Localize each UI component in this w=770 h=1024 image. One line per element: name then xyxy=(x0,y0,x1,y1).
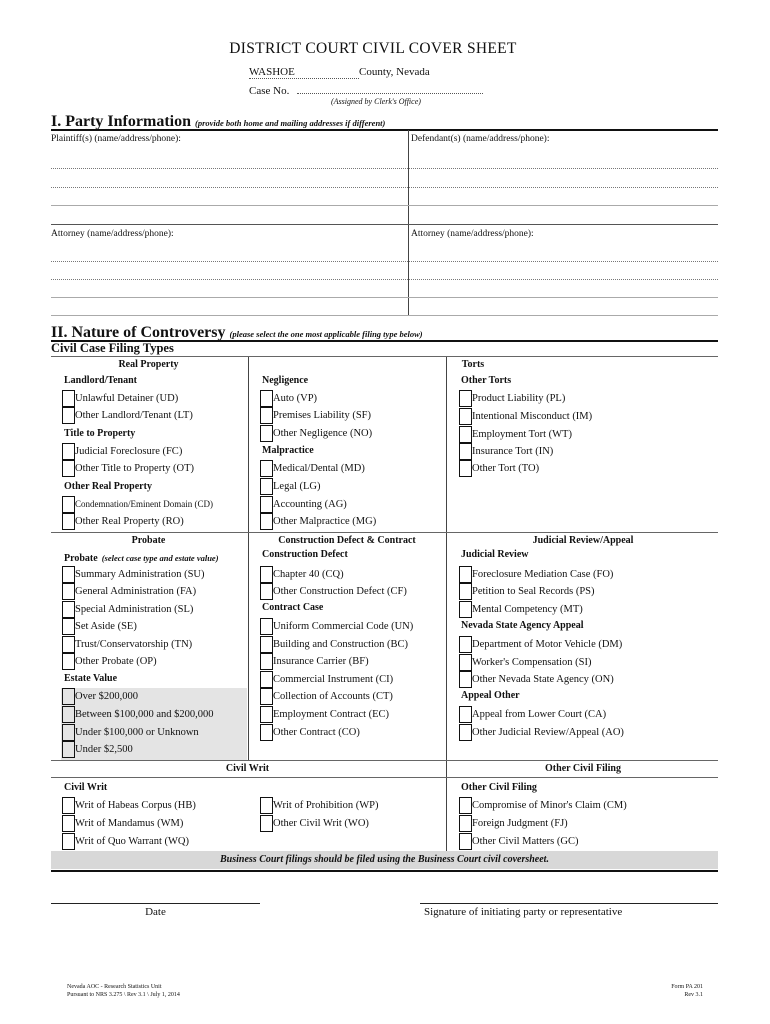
checkbox-label: Over $200,000 xyxy=(75,691,138,702)
checkbox[interactable] xyxy=(260,653,273,670)
checkbox[interactable] xyxy=(62,407,75,424)
checkbox-label: Other Probate (OP) xyxy=(75,656,157,667)
checkbox-label: Other Nevada State Agency (ON) xyxy=(472,674,614,685)
checkbox[interactable] xyxy=(62,390,75,407)
checkbox-label: Legal (LG) xyxy=(273,481,321,492)
checkbox[interactable] xyxy=(62,797,75,814)
checkbox-label: Insurance Tort (IN) xyxy=(472,446,554,457)
checkbox[interactable] xyxy=(62,706,75,723)
section-rule xyxy=(51,129,718,131)
checkbox-label: Commercial Instrument (CI) xyxy=(273,674,394,685)
checkbox-label: General Administration (FA) xyxy=(75,586,197,597)
filing-types-title: Civil Case Filing Types xyxy=(51,341,174,355)
checkbox-label: Premises Liability (SF) xyxy=(273,410,371,421)
checkbox[interactable] xyxy=(260,513,273,530)
checkbox-label: Other Civil Matters (GC) xyxy=(472,836,579,847)
checkbox-label: Other Judicial Review/Appeal (AO) xyxy=(472,727,624,738)
civil-writ-heading: Civil Writ xyxy=(64,782,108,793)
checkbox-label: Product Liability (PL) xyxy=(472,393,566,404)
checkbox[interactable] xyxy=(459,654,472,671)
case-number-line xyxy=(249,85,483,97)
date-line[interactable] xyxy=(51,903,260,904)
checkbox[interactable] xyxy=(260,618,273,635)
checkbox-label: Judicial Foreclosure (FC) xyxy=(75,446,183,457)
other-torts-heading: Other Torts xyxy=(461,375,512,386)
checkbox-label: Summary Administration (SU) xyxy=(75,569,205,580)
defendant-label: Defendant(s) (name/address/phone): xyxy=(411,134,550,144)
checkbox[interactable] xyxy=(260,636,273,653)
party-section-title: I. Party Information xyxy=(51,113,191,130)
checkbox-label: Between $100,000 and $200,000 xyxy=(75,709,214,720)
checkbox[interactable] xyxy=(62,443,75,460)
probate-head-note: (select case type and estate value) xyxy=(101,553,219,563)
checkbox-label: Petition to Seal Records (PS) xyxy=(472,586,595,597)
negligence-heading: Negligence xyxy=(262,375,309,386)
checkbox-label: Condemnation/Eminent Domain (CD) xyxy=(75,499,213,509)
checkbox-label: Under $100,000 or Unknown xyxy=(75,727,199,738)
other-civil-heading: Other Civil Filing xyxy=(461,782,537,793)
checkbox[interactable] xyxy=(260,407,273,424)
grid-rule xyxy=(51,777,718,778)
checkbox[interactable] xyxy=(459,583,472,600)
checkbox[interactable] xyxy=(62,688,75,705)
checkbox[interactable] xyxy=(459,443,472,460)
grid-rule xyxy=(51,532,718,533)
other-civil-title: Other Civil Filing xyxy=(545,763,621,774)
section-rule xyxy=(51,870,718,872)
case-no-label: Case No. xyxy=(249,85,290,97)
checkbox[interactable] xyxy=(62,815,75,832)
checkbox[interactable] xyxy=(459,408,472,425)
checkbox-label: Compromise of Minor's Claim (CM) xyxy=(472,800,627,811)
checkbox[interactable] xyxy=(62,601,75,618)
checkbox-label: Other Malpractice (MG) xyxy=(273,516,377,527)
checkbox-label: Department of Motor Vehicle (DM) xyxy=(472,639,623,650)
grid-divider xyxy=(248,357,249,760)
checkbox[interactable] xyxy=(62,566,75,583)
signature-label: Signature of initiating party or representative xyxy=(424,906,623,918)
checkbox[interactable] xyxy=(260,671,273,688)
title-property-heading: Title to Property xyxy=(64,428,136,439)
checkbox-label: Mental Competency (MT) xyxy=(472,604,583,615)
checkbox-label: Intentional Misconduct (IM) xyxy=(472,411,593,422)
grid-rule xyxy=(51,356,718,357)
grid-rule xyxy=(51,760,718,761)
checkbox-label: Medical/Dental (MD) xyxy=(273,463,365,474)
checkbox-label: Special Administration (SL) xyxy=(75,604,194,615)
checkbox-label: Foreclosure Mediation Case (FO) xyxy=(472,569,614,580)
checkbox[interactable] xyxy=(62,618,75,635)
judicial-title: Judicial Review/Appeal xyxy=(532,535,634,546)
checkbox[interactable] xyxy=(260,460,273,477)
civil-writ-title: Civil Writ xyxy=(225,763,270,774)
checkbox-label: Under $2,500 xyxy=(75,744,133,755)
case-number-field[interactable] xyxy=(297,93,483,94)
checkbox-label: Employment Tort (WT) xyxy=(472,429,572,440)
checkbox[interactable] xyxy=(459,566,472,583)
checkbox[interactable] xyxy=(459,706,472,723)
agency-appeal-heading: Nevada State Agency Appeal xyxy=(461,620,584,631)
checkbox[interactable] xyxy=(260,496,273,513)
probate-head-text: Probate xyxy=(64,553,98,564)
checkbox[interactable] xyxy=(260,797,273,814)
checkbox-label: Other Title to Property (OT) xyxy=(75,463,194,474)
attorney-line[interactable] xyxy=(51,297,718,298)
nature-section-title: II. Nature of Controversy xyxy=(51,324,226,341)
county-line xyxy=(249,66,430,79)
checkbox[interactable] xyxy=(260,425,273,442)
checkbox-label: Uniform Commercial Code (UN) xyxy=(273,621,414,632)
attorney-right-label: Attorney (name/address/phone): xyxy=(411,229,534,239)
landlord-tenant-heading: Landlord/Tenant xyxy=(64,375,137,386)
footer-left-line1: Nevada AOC - Research Statistics Unit xyxy=(67,984,162,990)
page-title: DISTRICT COURT CIVIL COVER SHEET xyxy=(229,40,517,57)
checkbox[interactable] xyxy=(62,460,75,477)
checkbox[interactable] xyxy=(62,513,75,530)
attorney-line[interactable] xyxy=(51,279,718,280)
plaintiff-line[interactable] xyxy=(51,187,718,188)
checkbox-label: Chapter 40 (CQ) xyxy=(273,569,344,580)
checkbox[interactable] xyxy=(459,797,472,814)
appeal-other-heading: Appeal Other xyxy=(461,690,520,701)
construction-defect-heading: Construction Defect xyxy=(262,549,348,560)
checkbox[interactable] xyxy=(62,833,75,850)
checkbox-label: Other Civil Writ (WO) xyxy=(273,818,369,829)
checkbox[interactable] xyxy=(260,478,273,495)
checkbox[interactable] xyxy=(459,390,472,407)
checkbox-label: Employment Contract (EC) xyxy=(273,709,390,720)
checkbox-label: Writ of Prohibition (WP) xyxy=(273,800,379,811)
checkbox[interactable] xyxy=(260,390,273,407)
plaintiff-line[interactable] xyxy=(51,205,718,206)
checkbox[interactable] xyxy=(260,583,273,600)
other-real-property-heading: Other Real Property xyxy=(64,481,152,492)
construction-title: Construction Defect & Contract xyxy=(278,535,416,546)
checkbox[interactable] xyxy=(62,496,75,513)
checkbox[interactable] xyxy=(62,741,75,758)
party-divider xyxy=(408,130,409,315)
checkbox-label: Worker's Compensation (SI) xyxy=(472,657,592,668)
footer-right xyxy=(671,983,703,999)
checkbox[interactable] xyxy=(459,426,472,443)
probate-title: Probate xyxy=(131,535,166,546)
checkbox[interactable] xyxy=(260,706,273,723)
plaintiff-label: Plaintiff(s) (name/address/phone): xyxy=(51,134,181,144)
checkbox[interactable] xyxy=(459,815,472,832)
malpractice-heading: Malpractice xyxy=(262,445,314,456)
county-field[interactable]: WASHOE xyxy=(249,66,359,79)
nature-section-note: (please select the one most applicable filing type below) xyxy=(229,329,423,339)
checkbox[interactable] xyxy=(62,583,75,600)
checkbox-label: Collection of Accounts (CT) xyxy=(273,691,393,702)
torts-title: Torts xyxy=(461,359,485,370)
checkbox[interactable] xyxy=(260,724,273,741)
checkbox[interactable] xyxy=(62,636,75,653)
checkbox-label: Writ of Mandamus (WM) xyxy=(75,818,184,829)
plaintiff-line[interactable] xyxy=(51,168,718,169)
checkbox[interactable] xyxy=(62,653,75,670)
checkbox-label: Writ of Quo Warrant (WQ) xyxy=(75,836,189,847)
date-label: Date xyxy=(145,906,166,918)
checkbox[interactable] xyxy=(62,724,75,741)
assigned-note: (Assigned by Clerk's Office) xyxy=(331,97,421,106)
checkbox[interactable] xyxy=(459,601,472,618)
estate-value-heading: Estate Value xyxy=(64,673,118,684)
checkbox-label: Other Contract (CO) xyxy=(273,727,360,738)
checkbox-label: Auto (VP) xyxy=(273,393,318,404)
real-property-title: Real Property xyxy=(118,359,179,370)
checkbox-label: Foreign Judgment (FJ) xyxy=(472,818,568,829)
footer-right-line2: Rev 3.1 xyxy=(684,992,703,998)
checkbox-label: Writ of Habeas Corpus (HB) xyxy=(75,800,196,811)
checkbox[interactable] xyxy=(260,688,273,705)
judicial-review-heading: Judicial Review xyxy=(461,549,529,560)
checkbox-label: Insurance Carrier (BF) xyxy=(273,656,369,667)
checkbox-label: Building and Construction (BC) xyxy=(273,639,409,650)
checkbox[interactable] xyxy=(459,671,472,688)
attorney-line[interactable] xyxy=(51,261,718,262)
attorney-line[interactable] xyxy=(51,315,718,316)
checkbox[interactable] xyxy=(459,636,472,653)
footer-left xyxy=(67,983,180,999)
contract-case-heading: Contract Case xyxy=(262,602,324,613)
party-section-note: (provide both home and mailing addresses if different) xyxy=(194,118,386,128)
checkbox[interactable] xyxy=(459,724,472,741)
party-row-divider xyxy=(51,224,718,225)
probate-heading xyxy=(64,548,219,566)
checkbox-label: Appeal from Lower Court (CA) xyxy=(472,709,607,720)
attorney-left-label: Attorney (name/address/phone): xyxy=(51,229,174,239)
signature-line[interactable] xyxy=(420,903,718,904)
checkbox-label: Set Aside (SE) xyxy=(75,621,137,632)
checkbox-label: Accounting (AG) xyxy=(273,499,347,510)
checkbox-label: Other Landlord/Tenant (LT) xyxy=(75,410,193,421)
checkbox[interactable] xyxy=(459,833,472,850)
county-suffix: County, Nevada xyxy=(359,66,430,78)
checkbox[interactable] xyxy=(459,460,472,477)
business-court-note: Business Court filings should be filed using the Business Court civil coversheet. xyxy=(51,851,718,869)
checkbox-label: Unlawful Detainer (UD) xyxy=(75,393,179,404)
checkbox-label: Other Negligence (NO) xyxy=(273,428,373,439)
checkbox-label: Trust/Conservatorship (TN) xyxy=(75,639,193,650)
checkbox[interactable] xyxy=(260,566,273,583)
checkbox-label: Other Tort (TO) xyxy=(472,463,540,474)
checkbox[interactable] xyxy=(260,815,273,832)
footer-right-line1: Form PA 201 xyxy=(671,984,703,990)
checkbox-label: Other Construction Defect (CF) xyxy=(273,586,407,597)
footer-left-line2: Pursuant to NRS 3.275 \ Rev 3.1 \ July 1, 2014 xyxy=(67,992,180,998)
checkbox-label: Other Real Property (RO) xyxy=(75,516,184,527)
